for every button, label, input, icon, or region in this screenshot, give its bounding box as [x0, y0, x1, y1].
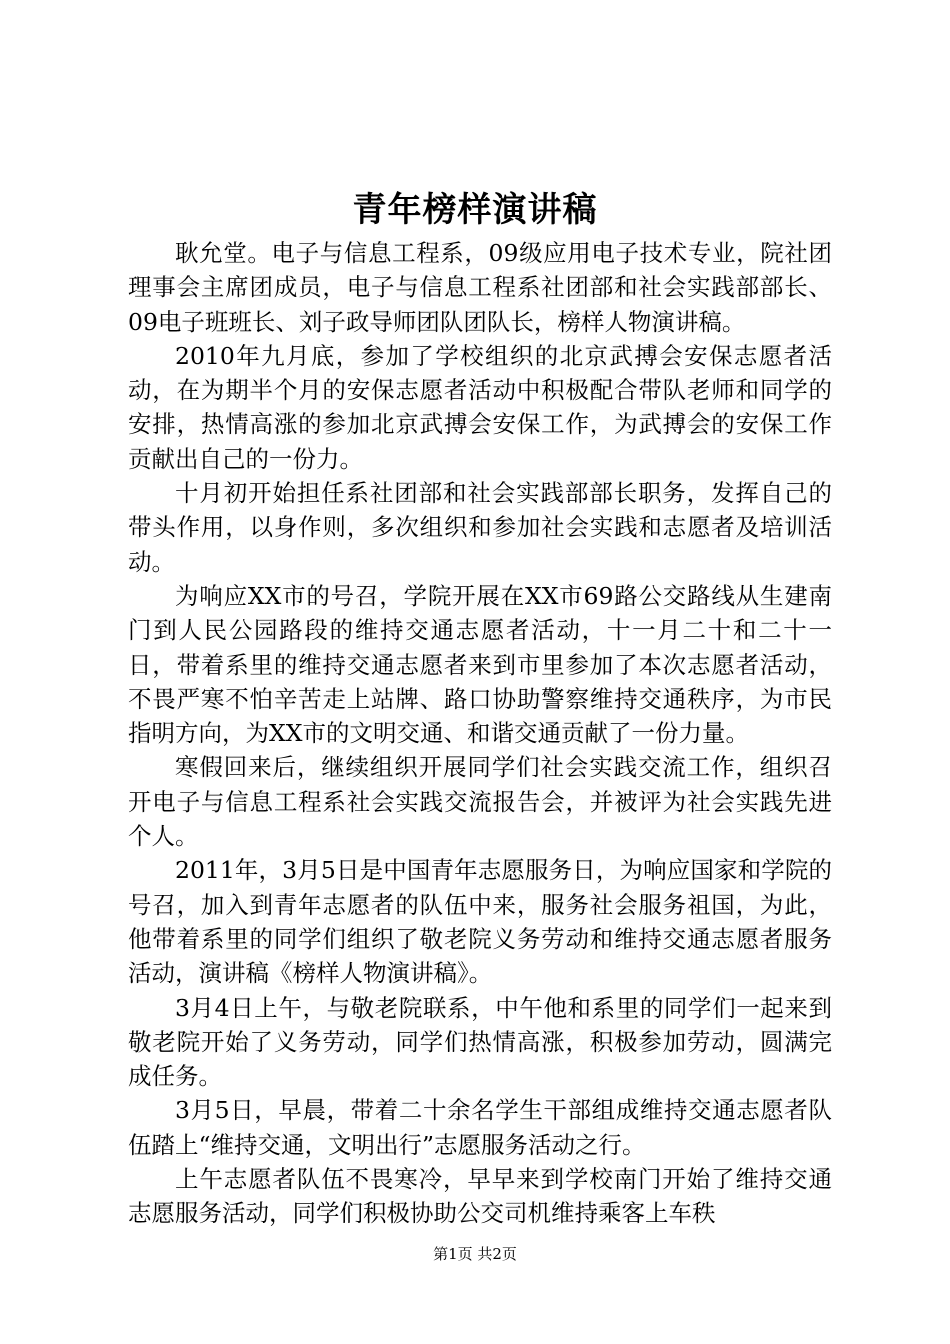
paragraph: 寒假回来后，继续组织开展同学们社会实践交流工作，组织召开电子与信息工程系社会实践交流报告会，并被评为社会实践先进个人。 — [128, 753, 832, 851]
document-title: 青年榜样演讲稿 — [352, 190, 598, 230]
paragraph: 为响应XX市的号召，学院开展在XX市69路公交路线从生建南门到人民公园路段的维持交通志愿者活动，十一月二十和二十一日，带着系里的维持交通志愿者来到市里参加了本次志愿者活动，不畏严寒不怕辛苦走上站牌、路口协助警察维持交通秩序，为市民指明方向，为XX市的文明交通、和谐交通贡献了一份力量。 — [128, 581, 832, 748]
paragraph: 耿允堂。电子与信息工程系，09级应用电子技术专业，院社团理事会主席团成员，电子与信息工程系社团部和社会实践部部长、09电子班班长、刘子政导师团队团队长，榜样人物演讲稿。 — [128, 239, 832, 336]
paragraph: 2010年九月底，参加了学校组织的北京武搏会安保志愿者活动，在为期半个月的安保志愿者活动中积极配合带队老师和同学的安排，热情高涨的参加北京武搏会安保工作，为武搏会的安保工作贡献出自己的一份力。 — [128, 341, 832, 473]
page-footer: 第1页 共2页 — [433, 1245, 517, 1263]
document-body — [128, 236, 832, 1231]
paragraph: 3月4日上午，与敬老院联系，中午他和系里的同学们一起来到敬老院开始了义务劳动，同学们热情高涨，积极参加劳动，圆满完成任务。 — [128, 993, 832, 1091]
paragraph: 3月5日，早晨，带着二十余名学生干部组成维持交通志愿者队伍踏上“维持交通，文明出行”志愿服务活动之行。 — [128, 1096, 832, 1159]
paragraph: 上午志愿者队伍不畏寒冷，早早来到学校南门开始了维持交通志愿服务活动，同学们积极协助公交司机维持乘客上车秩 — [128, 1165, 832, 1228]
paragraph: 十月初开始担任系社团部和社会实践部部长职务，发挥自己的带头作用，以身作则，多次组织和参加社会实践和志愿者及培训活动。 — [128, 479, 832, 576]
paragraph: 2011年，3月5日是中国青年志愿服务日，为响应国家和学院的号召，加入到青年志愿者的队伍中来，服务社会服务祖国，为此，他带着系里的同学们组织了敬老院义务劳动和维持交通志愿者服务活动，演讲稿《榜样人物演讲稿》。 — [128, 856, 832, 988]
